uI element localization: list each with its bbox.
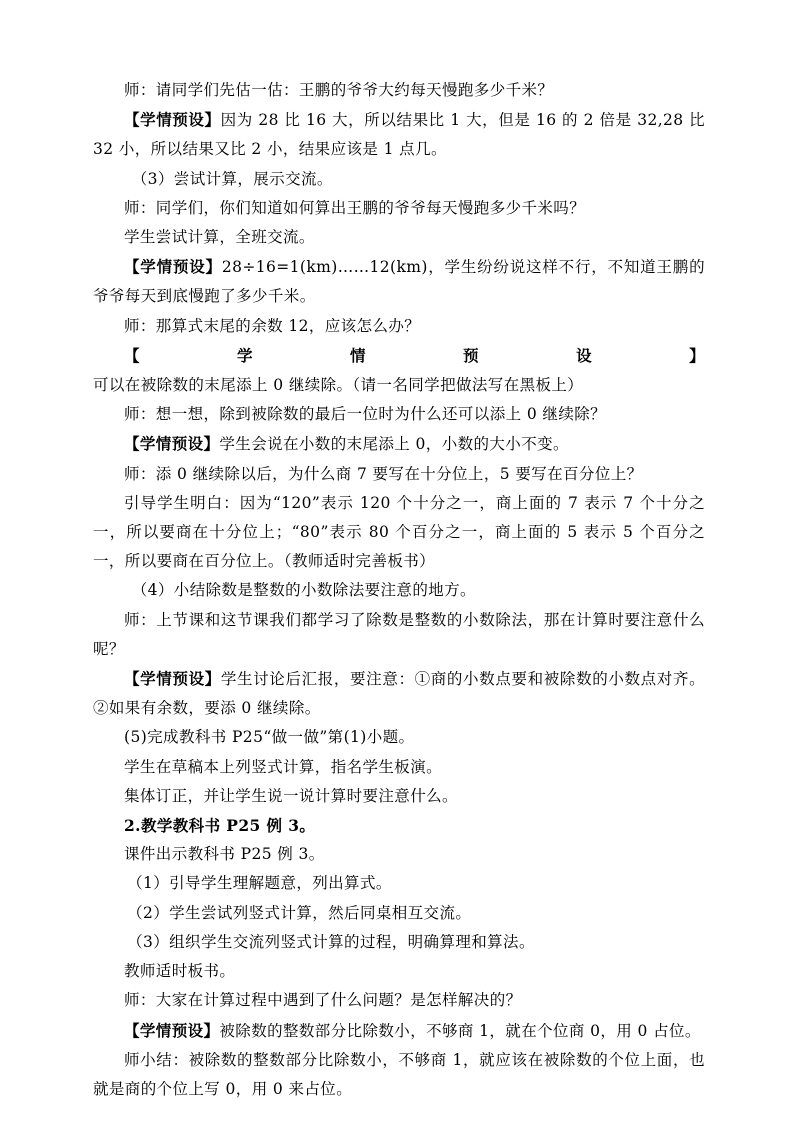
paragraph <box>93 753 705 782</box>
paragraph-text: （3）尝试计算，展示交流。 <box>131 169 333 188</box>
paragraph <box>93 489 705 577</box>
paragraph-text: 学生会说在小数的末尾添上 0，小数的大小不变。 <box>219 435 569 454</box>
paragraph <box>93 723 705 752</box>
paragraph <box>93 899 705 928</box>
paragraph <box>93 252 705 311</box>
paragraph <box>93 928 705 957</box>
paragraph <box>93 312 705 341</box>
paragraph-text: 师：那算式末尾的余数 12，应该怎么办？ <box>124 316 421 335</box>
paragraph-text: 学生尝试计算，全班交流。 <box>124 228 315 247</box>
paragraph-text: 师：上节课和这节课我们都学习了除数是整数的小数除法，那在计算时要注意什么呢？ <box>93 610 705 658</box>
paragraph <box>93 1046 705 1104</box>
section-heading <box>93 811 705 840</box>
preset-tag: 【学情预设】 <box>124 1020 220 1040</box>
paragraph-text: 集体订正，并让学生说一说计算时要注意什么。 <box>124 786 458 805</box>
paragraph-text: 师：添 0 继续除以后，为什么商 7 要写在十分位上，5 要写在百分位上？ <box>124 464 643 483</box>
paragraph-text: 师：请同学们先估一估：王鹏的爷爷大约每天慢跑多少千米？ <box>124 81 554 99</box>
paragraph <box>93 341 705 400</box>
paragraph <box>93 460 705 489</box>
preset-tag: 【学情预设】 <box>124 110 221 130</box>
lesson-plan-body <box>93 76 705 1104</box>
paragraph <box>93 576 705 605</box>
paragraph-text: 师：同学们，你们知道如何算出王鹏的爷爷每天慢跑多少千米吗？ <box>124 198 586 217</box>
preset-tag: 【学情预设】 <box>124 257 222 277</box>
paragraph-text: 因为 28 比 16 大，所以结果比 1 大，但是 16 的 2 倍是 32,28 比 32 小，所以结果又比 2 小，结果应该是 1 点几。 <box>93 111 706 159</box>
paragraph-text: 师：想一想，除到被除数的最后一位时为什么还可以添上 0 继续除？ <box>124 405 607 424</box>
paragraph-text: （2）学生尝试列竖式计算，然后同桌相互交流。 <box>127 903 472 922</box>
paragraph <box>93 986 705 1015</box>
paragraph <box>93 869 705 898</box>
preset-tag: 【学情预设】 <box>124 345 705 365</box>
paragraph <box>93 1016 705 1046</box>
paragraph-text: 被除数的整数部分比除数小，不够商 1，就在个位商 0，用 0 占位。 <box>219 1021 701 1040</box>
paragraph <box>93 782 705 811</box>
paragraph-text: 教师适时板书。 <box>124 962 236 981</box>
paragraph-text: （3）组织学生交流列竖式计算的过程，明确算理和算法。 <box>127 932 535 951</box>
paragraph <box>93 165 705 194</box>
paragraph <box>93 223 705 252</box>
paragraph <box>93 606 705 664</box>
paragraph-text: （1）引导学生理解题意，列出算式。 <box>127 874 392 893</box>
paragraph-text: 学生讨论后汇报，要注意：①商的小数点要和被除数的小数点对齐。②如果有余数，要添 0 继续除。 <box>93 670 705 718</box>
paragraph <box>93 664 705 723</box>
paragraph <box>93 105 705 164</box>
preset-tag: 【学情预设】 <box>124 434 220 454</box>
paragraph-text: 2.教学教科书 P25 例 3。 <box>124 816 316 836</box>
paragraph-text: 师：大家在计算过程中遇到了什么问题？是怎样解决的？ <box>124 991 522 1010</box>
paragraph-text: 学生在草稿本上列竖式计算，指名学生板演。 <box>124 757 443 776</box>
paragraph-text: 可以在被除数的末尾添上 0 继续除。（请一名同学把做法写在黑板上） <box>93 376 584 395</box>
paragraph <box>93 194 705 223</box>
paragraph <box>93 400 705 429</box>
paragraph-text: 课件出示教科书 P25 例 3。 <box>124 845 325 864</box>
paragraph <box>93 840 705 869</box>
preset-tag: 【学情预设】 <box>124 669 221 689</box>
paragraph-text: 28÷16=1(km)……12(km)，学生纷纷说这样不行，不知道王鹏的爷爷每天到底慢跑了多少千米。 <box>93 258 706 306</box>
paragraph-text: 引导学生明白：因为“120”表示 120 个十分之一，商上面的 7 表示 7 个十分之一，所以要商在十分位上；“80”表示 80 个百分之一，商上面的 5 表示 5 个百分之一，所以要商在百分位上。（教师适时完善板书） <box>93 493 705 571</box>
paragraph <box>93 76 705 105</box>
paragraph <box>93 957 705 986</box>
paragraph <box>93 429 705 459</box>
paragraph-text: （4）小结除数是整数的小数除法要注意的地方。 <box>131 581 476 600</box>
paragraph-text: 师小结：被除数的整数部分比除数小，不够商 1，就应该在被除数的个位上面，也就是商的个位上写 0，用 0 来占位。 <box>93 1050 705 1098</box>
paragraph-text: (5)完成教科书 P25“做一做”第(1)小题。 <box>124 728 415 747</box>
